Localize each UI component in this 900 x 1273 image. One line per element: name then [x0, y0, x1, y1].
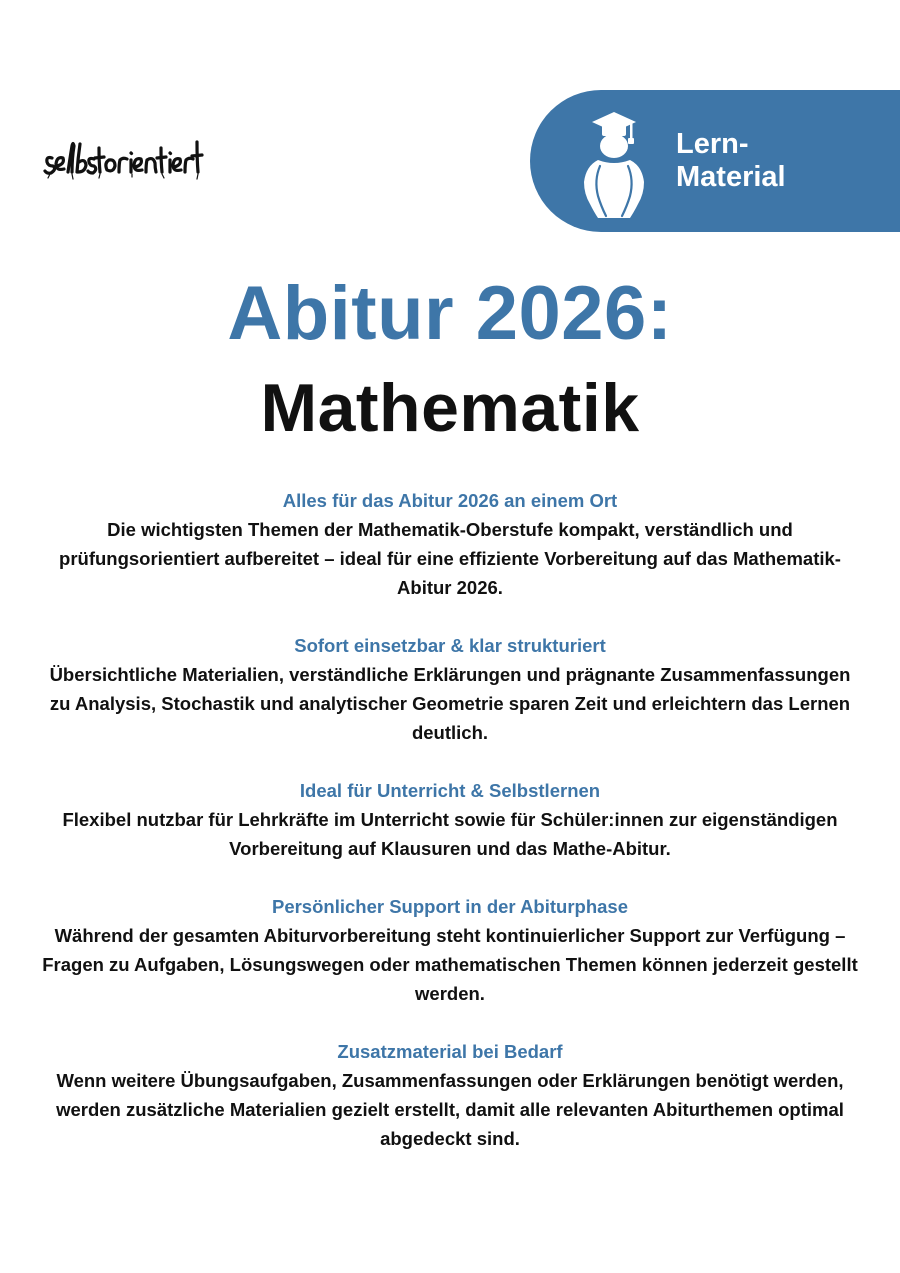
- feature-section: [40, 776, 860, 863]
- lern-material-badge: [530, 90, 900, 232]
- page-title: Abitur 2026:: [227, 271, 673, 356]
- feature-body: Die wichtigsten Themen der Mathematik-Oberstufe kompakt, verständlich und prüfungsorientiert aufbereitet – ideal für eine effiziente Vorbereitung auf das Mathematik-Abitur 2026.: [59, 519, 841, 598]
- feature-section: [40, 486, 860, 602]
- feature-body: Flexibel nutzbar für Lehrkräfte im Unterricht sowie für Schüler:innen zur eigenständigen Vorbereitung auf Klausuren und das Mathe-Abitur.: [62, 809, 838, 859]
- brand-logo: [42, 128, 207, 188]
- graduate-icon: [578, 104, 648, 218]
- feature-section: [40, 1037, 860, 1153]
- feature-list: [40, 486, 860, 1182]
- feature-section: [40, 892, 860, 1008]
- feature-body: Wenn weitere Übungsaufgaben, Zusammenfassungen oder Erklärungen benötigt werden, werden zusätzliche Materialien gezielt erstellt, damit alle relevanten Abiturthemen optimal abgedeckt sind.: [56, 1070, 844, 1149]
- feature-heading: Alles für das Abitur 2026 an einem Ort: [282, 490, 618, 511]
- feature-body: Während der gesamten Abiturvorbereitung steht kontinuierlicher Support zur Verfügung – Fragen zu Aufgaben, Lösungswegen oder mathematischen Themen können jederzeit gestellt werden.: [42, 925, 858, 1004]
- badge-label: [676, 128, 786, 194]
- badge-label-line2: Material: [676, 161, 786, 193]
- feature-body: Übersichtliche Materialien, verständliche Erklärungen und prägnante Zusammenfassungen zu Analysis, Stochastik und analytischer Geometrie sparen Zeit und erleichtern das Lernen deutlich.: [49, 664, 851, 743]
- feature-heading: Zusatzmaterial bei Bedarf: [337, 1041, 563, 1062]
- feature-heading: Ideal für Unterricht & Selbstlernen: [299, 780, 601, 801]
- feature-heading: Persönlicher Support in der Abiturphase: [271, 896, 628, 917]
- feature-heading: Sofort einsetzbar & klar strukturiert: [294, 635, 606, 656]
- feature-section: [40, 631, 860, 747]
- badge-label-line1: Lern-: [676, 128, 749, 160]
- page-subtitle: Mathematik: [260, 370, 640, 446]
